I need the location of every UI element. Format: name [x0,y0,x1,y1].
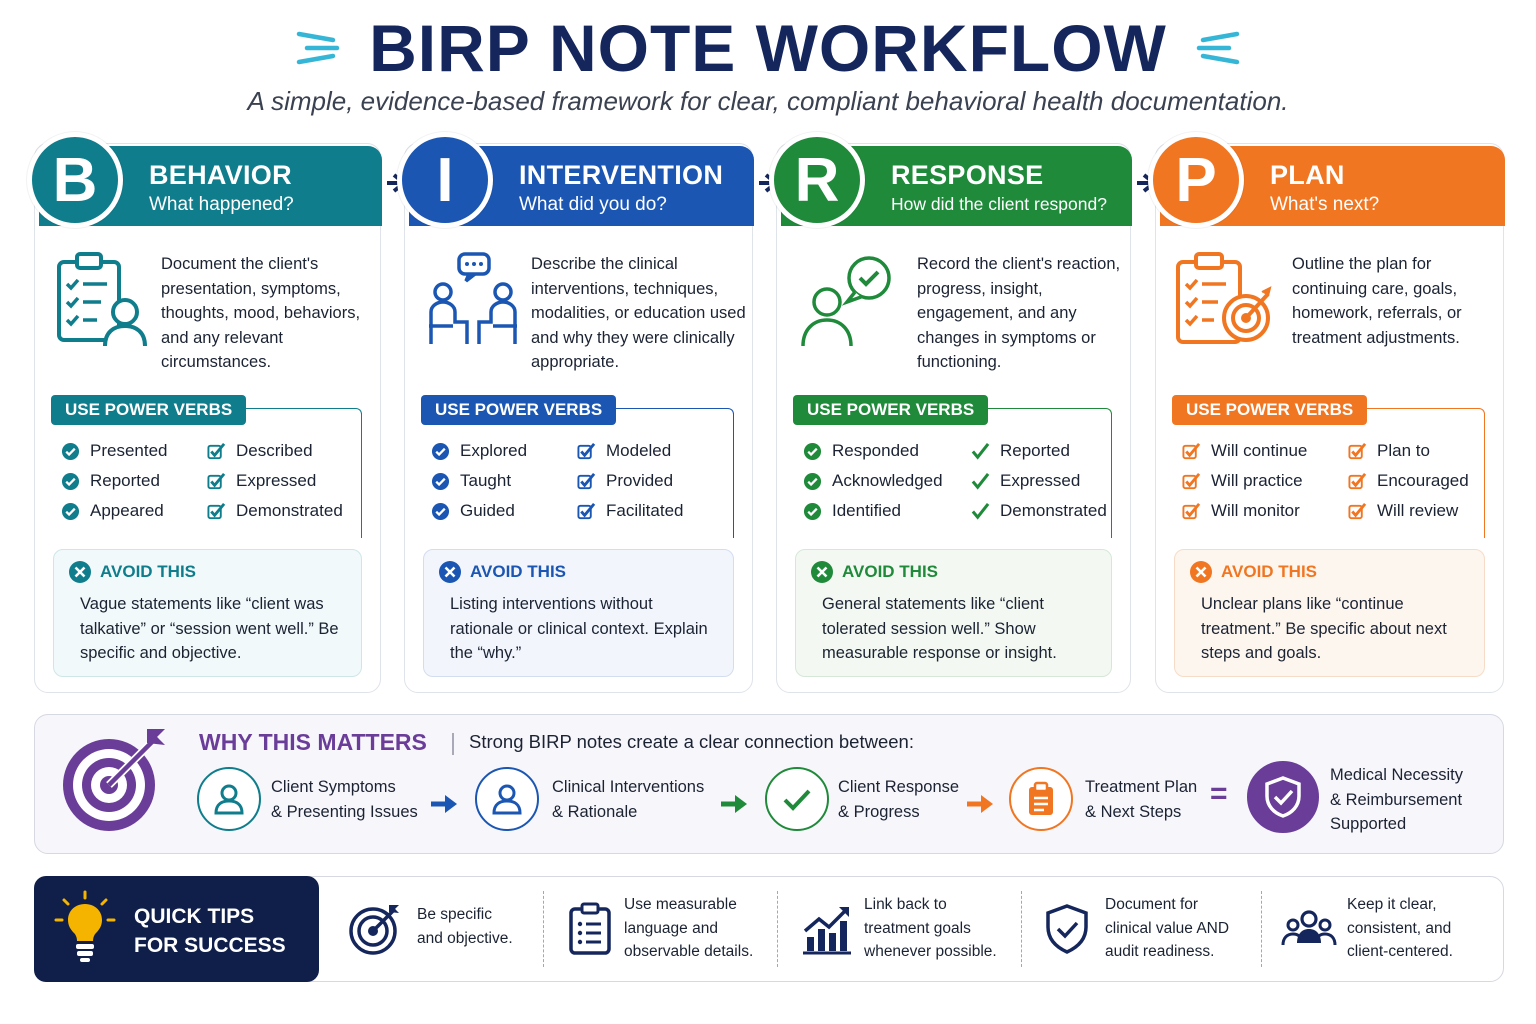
quick-tips-panel [34,876,1504,982]
flow-step-circle [1009,767,1073,831]
clipboard-icon [1024,781,1058,817]
card-question: What did you do? [519,194,667,215]
check-mark-icon [971,502,990,521]
person-icon [489,781,525,817]
page-subtitle: A simple, evidence-based framework for clear, compliant behavioral health documentation. [247,86,1289,116]
avoid-text: General statements like “client tolerated session well.” Show measurable response or insight. [822,595,1057,662]
card-description: Outline the plan for continuing care, goals, homework, referrals, or treatment adjustments. [1292,255,1462,347]
verb-item: Guided [431,501,577,521]
card-header [1160,146,1505,226]
target-icon [347,901,403,957]
card-response [776,143,1131,693]
check-mark-icon [971,442,990,461]
flow-step-text: Client Symptoms & Presenting Issues [271,778,418,821]
check-box-icon [1182,472,1201,491]
verb-item: Provided [577,471,727,491]
check-circle-icon [803,502,822,521]
lightbulb-icon [52,888,118,966]
check-box-icon [1348,472,1367,491]
card-plan [1155,143,1504,693]
check-circle-icon [803,442,822,461]
card-letter-badge: I [397,132,493,228]
flow-step-circle [197,767,261,831]
right-dash-decoration-icon [1193,28,1243,68]
verb-item: Reported [61,471,207,491]
check-box-icon [577,472,596,491]
quick-tips-title: QUICK TIPS FOR SUCCESS [134,905,286,957]
card-header [781,146,1132,226]
avoid-title: AVOID THIS [810,560,938,584]
x-circle-icon [438,560,462,584]
clipboard-target-icon [1174,250,1274,350]
arrow-right-icon [429,793,459,815]
card-behavior [34,143,381,693]
verb-item: Expressed [971,471,1121,491]
check-box-icon [207,442,226,461]
left-dash-decoration-icon [293,28,343,68]
card-description: Describe the clinical interventions, techniques, modalities, or education used and why they were clinically appropriate. [531,255,746,371]
quick-tips-header [34,876,319,982]
verb-item: Acknowledged [803,471,971,491]
verb-item: Appeared [61,501,207,521]
why-title: WHY THIS MATTERS [199,729,427,755]
avoid-box [795,549,1112,677]
target-arrow-icon [59,725,169,835]
flow-step-text: Client Response & Progress [838,778,960,821]
why-this-matters-panel [34,714,1504,854]
verb-item: Will continue [1182,441,1348,461]
flow-step-circle [765,767,829,831]
verb-item: Demonstrated [207,501,357,521]
avoid-box [1174,549,1485,677]
verb-item: Demonstrated [971,501,1121,521]
avoid-box [53,549,362,677]
verb-item: Modeled [577,441,727,461]
verb-item: Will monitor [1182,501,1348,521]
card-question: What's next? [1270,194,1380,215]
checkmark-icon [778,780,816,818]
person-check-bubble-icon [795,250,895,350]
check-box-icon [1182,442,1201,461]
check-box-icon [1182,502,1201,521]
verb-item: Described [207,441,357,461]
card-title: INTERVENTION [519,160,724,190]
avoid-title: AVOID THIS [68,560,196,584]
check-circle-icon [61,502,80,521]
tip-text: Link back to treatment goals whenever possible. [864,896,997,960]
why-divider [452,733,454,755]
power-verbs-label: USE POWER VERBS [421,395,616,425]
avoid-title: AVOID THIS [438,560,566,584]
card-intervention [404,143,753,693]
avoid-text: Vague statements like “client was talkative” or “session went well.” Be specific and objective. [80,595,339,662]
x-circle-icon [68,560,92,584]
check-box-icon [207,502,226,521]
two-people-talking-icon [423,250,523,350]
verb-item: Reported [971,441,1121,461]
check-box-icon [207,472,226,491]
avoid-text: Unclear plans like “continue treatment.” Be specific about next steps and goals. [1201,595,1447,662]
power-verbs-label: USE POWER VERBS [1172,395,1367,425]
check-circle-icon [431,502,450,521]
flow-step-text: Clinical Interventions & Rationale [552,778,705,821]
verb-item: Will practice [1182,471,1348,491]
card-description: Record the client's reaction, progress, insight, engagement, and any changes in symptoms or functioning. [917,255,1121,371]
shield-check-icon [1262,775,1304,819]
verb-item: Presented [61,441,207,461]
verb-item: Facilitated [577,501,727,521]
equals-sign: = [1210,777,1228,810]
check-box-icon [577,442,596,461]
card-header [409,146,754,226]
page-title: BIRP NOTE WORKFLOW [369,11,1167,85]
card-title: PLAN [1270,160,1345,190]
check-circle-icon [803,472,822,491]
power-verbs-label: USE POWER VERBS [51,395,246,425]
verb-item: Responded [803,441,971,461]
tip-divider [777,891,778,967]
verb-item: Expressed [207,471,357,491]
verb-item: Will review [1348,501,1498,521]
tip-text: Keep it clear, consistent, and client-centered. [1347,896,1453,960]
check-box-icon [577,502,596,521]
tip-text: Be specific and objective. [417,906,513,947]
tip-text: Document for clinical value AND audit readiness. [1105,896,1230,960]
verb-item: Encouraged [1348,471,1498,491]
card-title: BEHAVIOR [149,160,292,190]
growth-chart-icon [799,901,855,957]
card-letter-badge: B [27,132,123,228]
card-title: RESPONSE [891,160,1044,190]
tip-divider [1021,891,1022,967]
tip-divider [1261,891,1262,967]
power-verbs-box [423,400,734,538]
power-verbs-box [53,400,362,538]
verb-item: Identified [803,501,971,521]
people-group-icon [1281,901,1337,957]
card-letter-badge: P [1148,132,1244,228]
flow-step-text: Treatment Plan & Next Steps [1085,778,1198,821]
header [0,8,1536,88]
why-lead: Strong BIRP notes create a clear connection between: [469,731,914,752]
card-description: Document the client's presentation, symptoms, thoughts, mood, behaviors, and any relevant circumstances. [161,255,361,371]
check-circle-icon [61,472,80,491]
check-circle-icon [61,442,80,461]
check-box-icon [1348,442,1367,461]
power-verbs-box [795,400,1112,538]
arrow-right-icon [719,793,749,815]
person-icon [211,781,247,817]
verb-item: Taught [431,471,577,491]
avoid-box [423,549,734,677]
checklist-icon [563,901,619,957]
avoid-title: AVOID THIS [1189,560,1317,584]
clipboard-person-icon [53,250,153,350]
verb-item: Explored [431,441,577,461]
power-verbs-box [1174,400,1485,538]
avoid-text: Listing interventions without rationale or clinical context. Explain the “why.” [450,595,708,662]
check-mark-icon [971,472,990,491]
card-question: How did the client respond? [891,194,1107,214]
tip-text: Use measurable language and observable details. [624,896,754,960]
card-question: What happened? [149,194,294,215]
check-circle-icon [431,442,450,461]
check-box-icon [1348,502,1367,521]
flow-result-text: Medical Necessity & Reimbursement Supported [1330,766,1463,833]
flow-result-circle [1247,761,1319,833]
card-letter-badge: R [769,132,865,228]
verb-item: Plan to [1348,441,1498,461]
flow-step-circle [475,767,539,831]
x-circle-icon [1189,560,1213,584]
check-circle-icon [431,472,450,491]
arrow-right-icon [965,793,995,815]
x-circle-icon [810,560,834,584]
power-verbs-label: USE POWER VERBS [793,395,988,425]
card-header [39,146,382,226]
shield-check-icon [1039,901,1095,957]
tip-divider [543,891,544,967]
